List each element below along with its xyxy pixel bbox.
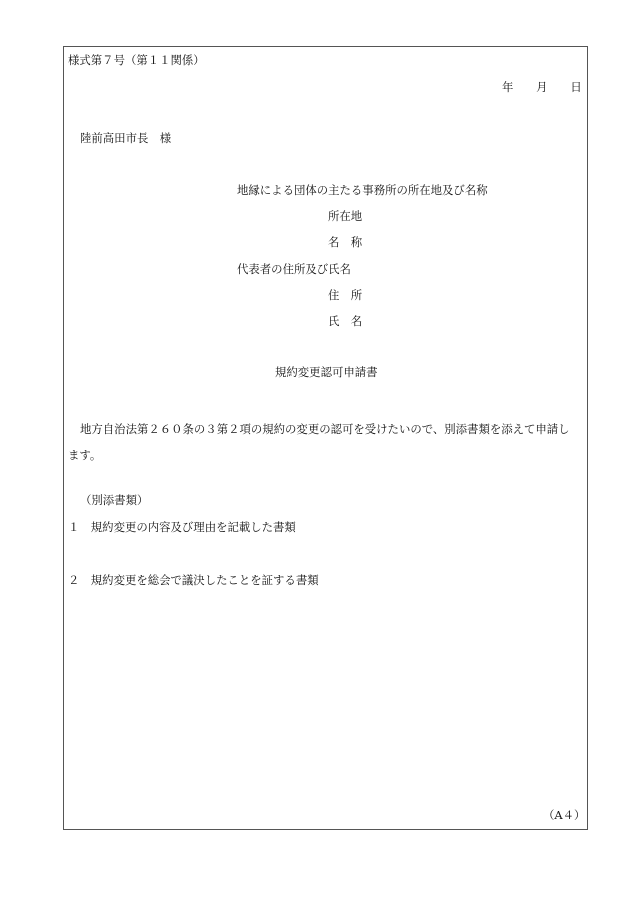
date-line: 年 月 日 — [502, 80, 582, 94]
attachments-heading: （別添書類） — [80, 493, 149, 507]
document-title: 規約変更認可申請書 — [275, 365, 378, 379]
addressee: 陸前高田市長 様 — [80, 131, 172, 145]
representative-heading: 代表者の住所及び氏名 — [237, 262, 351, 276]
organization-heading: 地縁による団体の主たる事務所の所在地及び名称 — [237, 183, 488, 197]
attachment-item-1: １ 規約変更の内容及び理由を記載した書類 — [68, 520, 296, 534]
rep-name-label: 氏 名 — [328, 314, 363, 328]
org-name-label: 名 称 — [328, 235, 363, 249]
org-address-label: 所在地 — [328, 209, 363, 223]
form-number: 様式第７号（第１１関係） — [68, 53, 205, 67]
rep-address-label: 住 所 — [328, 288, 363, 302]
body-text: 地方自治法第２６０条の３第２項の規約の変更の認可を受けたいので、別添書類を添えて申請します。 — [68, 422, 570, 462]
paper-size-label: （A４） — [543, 808, 586, 822]
attachment-item-2: ２ 規約変更を総会で議決したことを証する書類 — [68, 573, 319, 587]
